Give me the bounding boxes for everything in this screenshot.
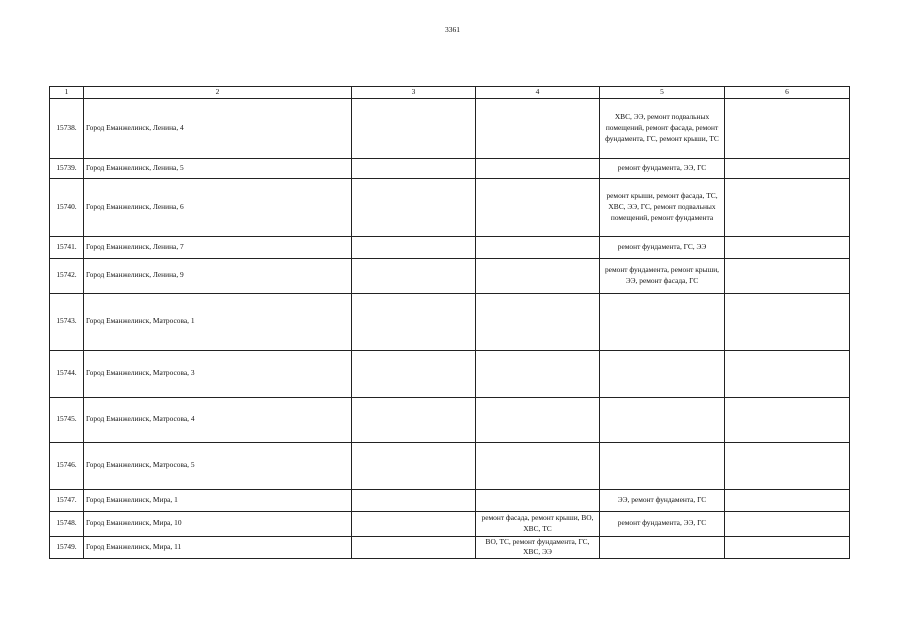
row-address: Город Еманжелинск, Матросова, 1 <box>84 293 352 350</box>
registry-table <box>49 86 850 559</box>
row-col4 <box>476 258 600 293</box>
row-number: 15744. <box>50 350 84 397</box>
table-row <box>50 293 850 350</box>
row-col3 <box>352 397 476 442</box>
row-col5 <box>600 536 725 558</box>
row-address: Город Еманжелинск, Ленина, 7 <box>84 236 352 258</box>
row-col4 <box>476 442 600 489</box>
row-col3 <box>352 350 476 397</box>
row-col6 <box>725 350 850 397</box>
row-col6 <box>725 178 850 236</box>
row-col6 <box>725 536 850 558</box>
row-col4 <box>476 178 600 236</box>
table-row <box>50 442 850 489</box>
row-number: 15747. <box>50 489 84 511</box>
row-col3 <box>352 178 476 236</box>
row-col4 <box>476 397 600 442</box>
row-col3 <box>352 258 476 293</box>
row-col3 <box>352 442 476 489</box>
row-col4: ВО, ТС, ремонт фундамента, ГС, ХВС, ЭЭ <box>476 536 600 558</box>
table-row <box>50 397 850 442</box>
row-col5 <box>600 350 725 397</box>
row-col5: ремонт фундамента, ремонт крыши, ЭЭ, ремонт фасада, ГС <box>600 258 725 293</box>
row-col6 <box>725 511 850 536</box>
table-row <box>50 511 850 536</box>
header-col-6: 6 <box>725 87 850 99</box>
row-number: 15741. <box>50 236 84 258</box>
row-number: 15746. <box>50 442 84 489</box>
row-col5: ремонт крыши, ремонт фасада, ТС, ХВС, ЭЭ, ГС, ремонт подвальных помещений, ремонт фундамента <box>600 178 725 236</box>
row-col6 <box>725 258 850 293</box>
row-col6 <box>725 236 850 258</box>
table-row <box>50 258 850 293</box>
row-address: Город Еманжелинск, Ленина, 9 <box>84 258 352 293</box>
row-number: 15739. <box>50 158 84 178</box>
header-row <box>50 87 850 99</box>
row-col5 <box>600 293 725 350</box>
row-col3 <box>352 536 476 558</box>
row-address: Город Еманжелинск, Ленина, 4 <box>84 98 352 158</box>
row-col6 <box>725 98 850 158</box>
row-number: 15740. <box>50 178 84 236</box>
row-col5 <box>600 397 725 442</box>
row-address: Город Еманжелинск, Матросова, 5 <box>84 442 352 489</box>
row-address: Город Еманжелинск, Мира, 1 <box>84 489 352 511</box>
row-col3 <box>352 489 476 511</box>
row-col6 <box>725 489 850 511</box>
row-col4 <box>476 236 600 258</box>
table-row <box>50 178 850 236</box>
row-col4 <box>476 489 600 511</box>
row-col6 <box>725 158 850 178</box>
row-col5: ХВС, ЭЭ, ремонт подвальных помещений, ремонт фасада, ремонт фундамента, ГС, ремонт крыши, ТС <box>600 98 725 158</box>
row-number: 15742. <box>50 258 84 293</box>
page-number: 3361 <box>445 25 460 34</box>
row-address: Город Еманжелинск, Матросова, 3 <box>84 350 352 397</box>
header-col-2: 2 <box>84 87 352 99</box>
row-address: Город Еманжелинск, Мира, 10 <box>84 511 352 536</box>
row-col6 <box>725 293 850 350</box>
table-row <box>50 536 850 558</box>
header-col-3: 3 <box>352 87 476 99</box>
row-number: 15743. <box>50 293 84 350</box>
table-row <box>50 158 850 178</box>
row-col4: ремонт фасада, ремонт крыши, ВО, ХВС, ТС <box>476 511 600 536</box>
row-address: Город Еманжелинск, Матросова, 4 <box>84 397 352 442</box>
table-row <box>50 236 850 258</box>
row-number: 15748. <box>50 511 84 536</box>
row-number: 15745. <box>50 397 84 442</box>
row-col6 <box>725 397 850 442</box>
row-col3 <box>352 236 476 258</box>
row-col5: ремонт фундамента, ЭЭ, ГС <box>600 158 725 178</box>
table-row <box>50 350 850 397</box>
row-col3 <box>352 158 476 178</box>
table-row <box>50 489 850 511</box>
row-col4 <box>476 98 600 158</box>
header-col-1: 1 <box>50 87 84 99</box>
table-row <box>50 98 850 158</box>
header-col-5: 5 <box>600 87 725 99</box>
row-col5 <box>600 442 725 489</box>
row-col4 <box>476 158 600 178</box>
row-number: 15738. <box>50 98 84 158</box>
row-address: Город Еманжелинск, Ленина, 6 <box>84 178 352 236</box>
row-col4 <box>476 350 600 397</box>
row-col5: ЭЭ, ремонт фундамента, ГС <box>600 489 725 511</box>
header-col-4: 4 <box>476 87 600 99</box>
row-col5: ремонт фундамента, ГС, ЭЭ <box>600 236 725 258</box>
row-address: Город Еманжелинск, Ленина, 5 <box>84 158 352 178</box>
row-col3 <box>352 511 476 536</box>
row-col6 <box>725 442 850 489</box>
row-col3 <box>352 293 476 350</box>
row-col4 <box>476 293 600 350</box>
row-col5: ремонт фундамента, ЭЭ, ГС <box>600 511 725 536</box>
row-number: 15749. <box>50 536 84 558</box>
row-address: Город Еманжелинск, Мира, 11 <box>84 536 352 558</box>
row-col3 <box>352 98 476 158</box>
